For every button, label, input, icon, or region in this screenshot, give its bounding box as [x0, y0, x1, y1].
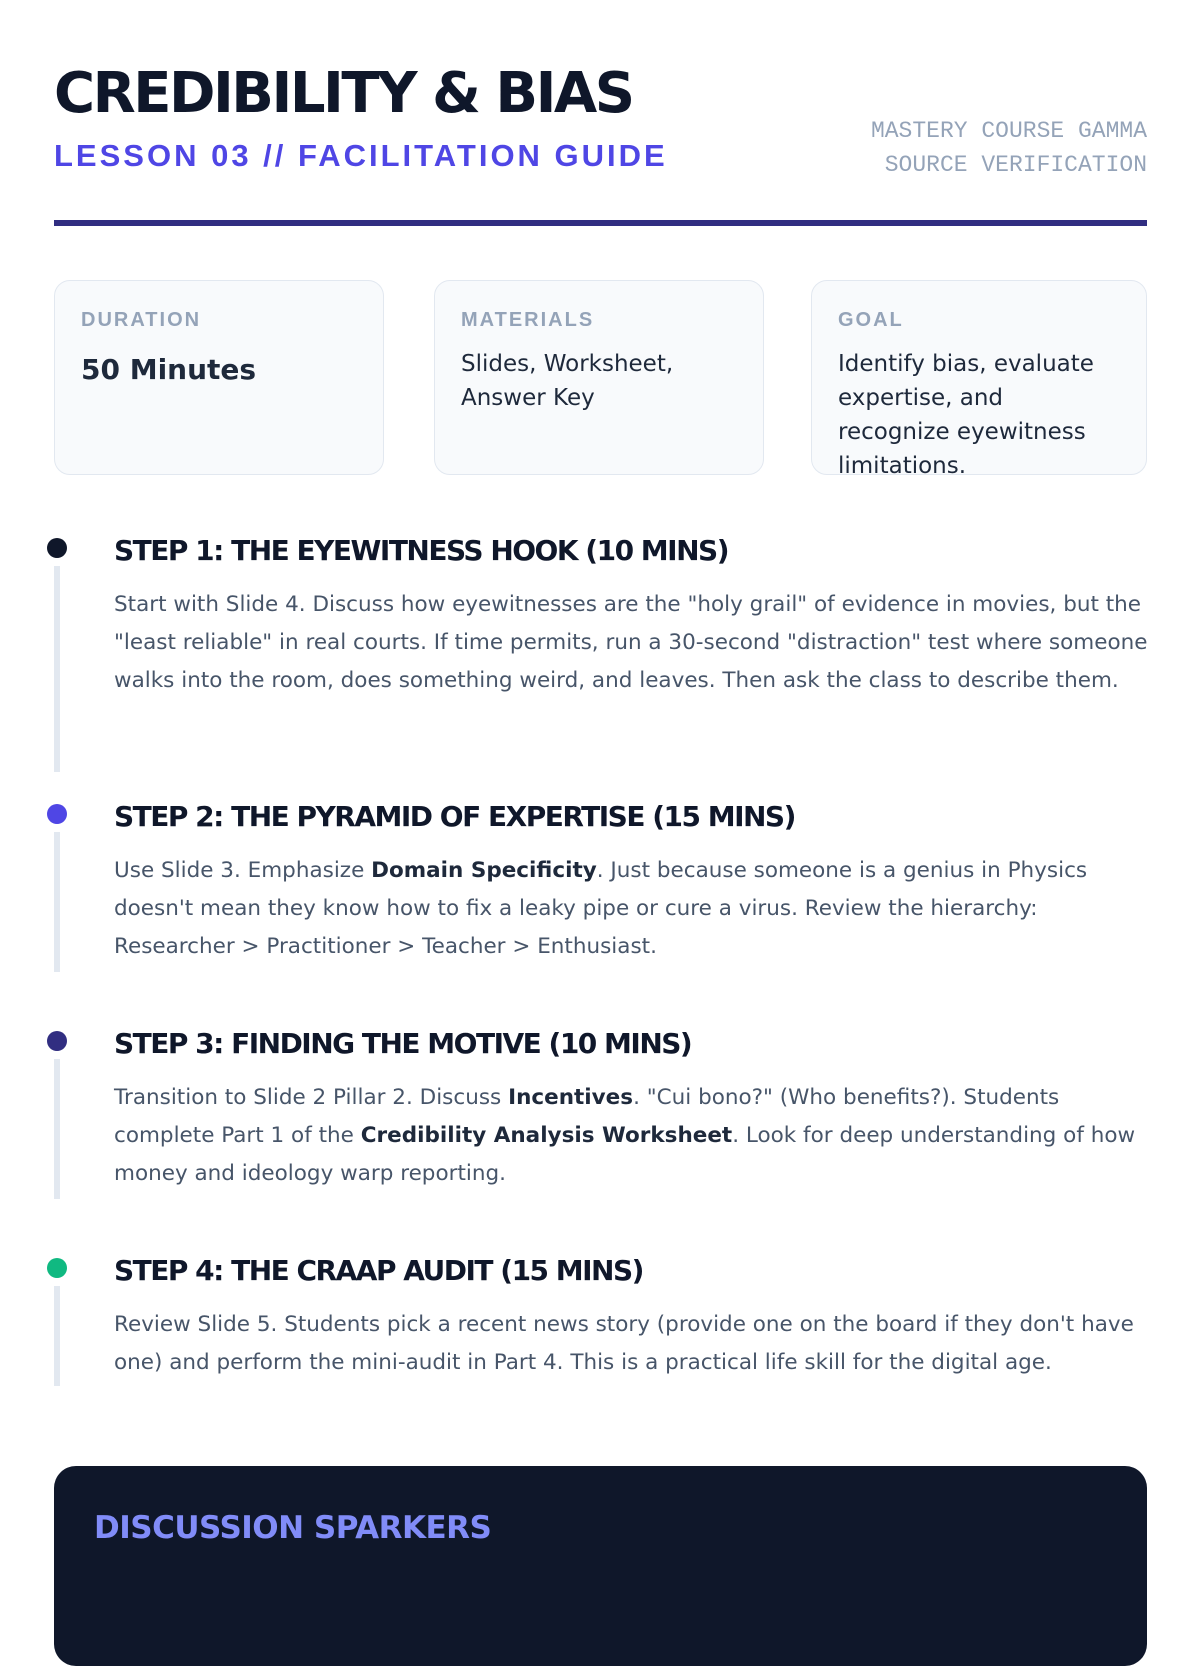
card-value: 50 Minutes [81, 353, 257, 386]
card-label: DURATION [81, 309, 202, 331]
duration-card [54, 280, 384, 475]
materials-card [434, 280, 764, 475]
step-timeline-line [54, 832, 60, 972]
goal-card [811, 280, 1147, 479]
step-title: STEP 1: THE EYEWITNESS HOOK (10 MINS) [114, 534, 728, 567]
step-description: Review Slide 5. Students pick a recent news story (provide one on the board if they don't have one) and perform the mini-audit in Part 4. This is a practical life skill for the digital age. [114, 1312, 1134, 1375]
course-name: MASTERY COURSE GAMMA [870, 118, 1147, 144]
step-timeline-line [54, 1059, 60, 1199]
emphasis-term: Incentives [508, 1085, 634, 1110]
step-title: STEP 2: THE PYRAMID OF EXPERTISE (15 MINS) [114, 800, 795, 833]
page-header [54, 50, 1147, 226]
step-description: Transition to Slide 2 Pillar 2. Discuss Incentives. "Cui bono?" (Who benefits?). Students complete Part 1 of the Credibility Analysis Worksheet. Look for deep understanding of how money and ideology warp reporting. [114, 1085, 1136, 1186]
step-title: STEP 3: FINDING THE MOTIVE (10 MINS) [114, 1027, 692, 1060]
emphasis-term: Domain Specificity [371, 858, 597, 883]
step-marker-dot [47, 1031, 67, 1051]
emphasis-term: Credibility Analysis Worksheet [360, 1123, 733, 1148]
facilitation-guide-page [54, 0, 1147, 1600]
card-value: Identify bias, evaluate expertise, and recognize eyewitness limitations. [838, 351, 1094, 479]
step-marker-dot [47, 538, 67, 558]
step-description: Start with Slide 4. Discuss how eyewitnesses are the "holy grail" of evidence in movies, but the "least reliable" in real courts. If time permits, run a 30-second "distraction" test where someone walks into the room, does something weird, and leaves. Then ask the class to describe them. [114, 592, 1148, 693]
header-divider [54, 220, 1147, 226]
course-meta [871, 114, 1147, 182]
step-marker-dot [47, 1258, 67, 1278]
info-cards [54, 280, 1147, 477]
card-label: GOAL [838, 309, 904, 331]
page-title: CREDIBILITY & BIAS [54, 61, 633, 126]
card-label: MATERIALS [461, 309, 595, 331]
step-description: Use Slide 3. Emphasize Domain Specificity. Just because someone is a genius in Physics doesn't mean they know how to fix a leaky pipe or cure a virus. Review the hierarchy: Researcher > Practitioner > Teacher > Enthusiast. [114, 858, 1088, 959]
step-timeline-line [54, 1286, 60, 1386]
step-marker-dot [47, 804, 67, 824]
step-timeline-line [54, 566, 60, 772]
course-topic: SOURCE VERIFICATION [884, 152, 1147, 178]
card-value: Slides, Worksheet, Answer Key [461, 351, 674, 411]
discussion-sparkers-panel [54, 1466, 1147, 1666]
discussion-title: DISCUSSION SPARKERS [94, 1510, 492, 1546]
page-subtitle: LESSON 03 // FACILITATION GUIDE [54, 138, 668, 173]
step-title: STEP 4: THE CRAAP AUDIT (15 MINS) [114, 1254, 643, 1287]
